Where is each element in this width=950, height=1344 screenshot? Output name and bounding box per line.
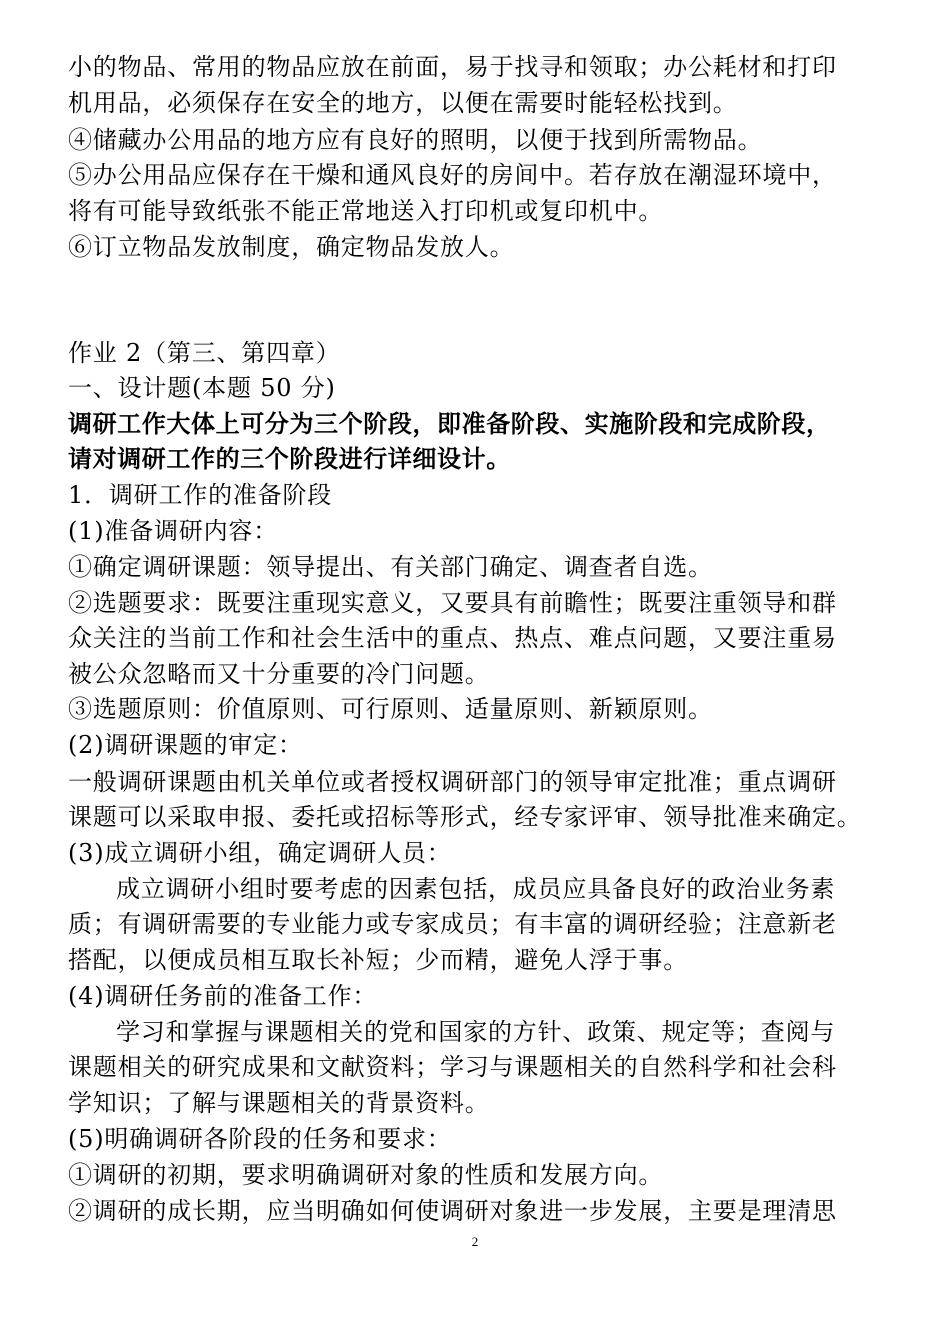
subheading: 1．调研工作的准备阶段	[68, 481, 333, 509]
text-line: 小的物品、常用的物品应放在前面，易于找寻和领取；办公耗材和打印	[68, 53, 837, 81]
text-line: 搭配，以便成员相互取长补短；少而精，避免人浮于事。	[68, 946, 688, 974]
text-line: ②调研的成长期，应当明确如何使调研对象进一步发展，主要是理清思	[68, 1197, 837, 1225]
text-line: (4)调研任务前的准备工作：	[68, 982, 378, 1010]
text-line: (1)准备调研内容：	[68, 517, 278, 545]
text-line: ③选题原则：价值原则、可行原则、适量原则、新颖原则。	[68, 695, 713, 723]
text-line: 机用品，必须保存在安全的地方，以便在需要时能轻松找到。	[68, 89, 738, 117]
text-line: ①调研的初期，要求明确调研对象的性质和发展方向。	[68, 1161, 664, 1189]
text-line: ④储藏办公用品的地方应有良好的照明，以便于找到所需物品。	[68, 126, 763, 154]
text-line: 将有可能导致纸张不能正常地送入打印机或复印机中。	[68, 197, 664, 225]
text-line: ⑥订立物品发放制度，确定物品发放人。	[68, 233, 515, 261]
question-text: 调研工作大体上可分为三个阶段，即准备阶段、实施阶段和完成阶段，	[68, 410, 831, 438]
text-line: 质；有调研需要的专业能力或专家成员；有丰富的调研经验；注意新老	[68, 910, 837, 938]
text-line: 一般调研课题由机关单位或者授权调研部门的领导审定批准；重点调研	[68, 768, 837, 796]
text-line: 众关注的当前工作和社会生活中的重点、热点、难点问题，又要注重易	[68, 624, 837, 652]
section-heading: 一、设计题(本题 50 分)	[68, 374, 336, 402]
text-line: 学知识；了解与课题相关的背景资料。	[68, 1089, 490, 1117]
text-line: (5)明确调研各阶段的任务和要求：	[68, 1125, 452, 1153]
text-line: (2)调研课题的审定：	[68, 731, 303, 759]
text-line: (3)成立调研小组，确定调研人员：	[68, 839, 452, 867]
text-line: 课题可以采取申报、委托或招标等形式，经专家评审、领导批准来确定。	[68, 803, 862, 831]
text-line: 学习和掌握与课题相关的党和国家的方针、政策、规定等；查阅与	[116, 1018, 836, 1046]
question-text: 请对调研工作的三个阶段进行详细设计。	[68, 445, 511, 473]
text-line: ①确定调研课题：领导提出、有关部门确定、调查者自选。	[68, 553, 713, 581]
text-line: ②选题要求：既要注重现实意义，又要具有前瞻性；既要注重领导和群	[68, 589, 837, 617]
text-line: 成立调研小组时要考虑的因素包括，成员应具备良好的政治业务素	[116, 875, 836, 903]
text-line: 被公众忽略而又十分重要的冷门问题。	[68, 660, 490, 688]
text-line: ⑤办公用品应保存在干燥和通风良好的房间中。若存放在潮湿环境中，	[68, 161, 837, 189]
page-number: 2	[471, 1234, 479, 1249]
text-line: 课题相关的研究成果和文献资料；学习与课题相关的自然科学和社会科	[68, 1053, 837, 1081]
assignment-title: 作业 2（第三、第四章）	[68, 339, 341, 367]
